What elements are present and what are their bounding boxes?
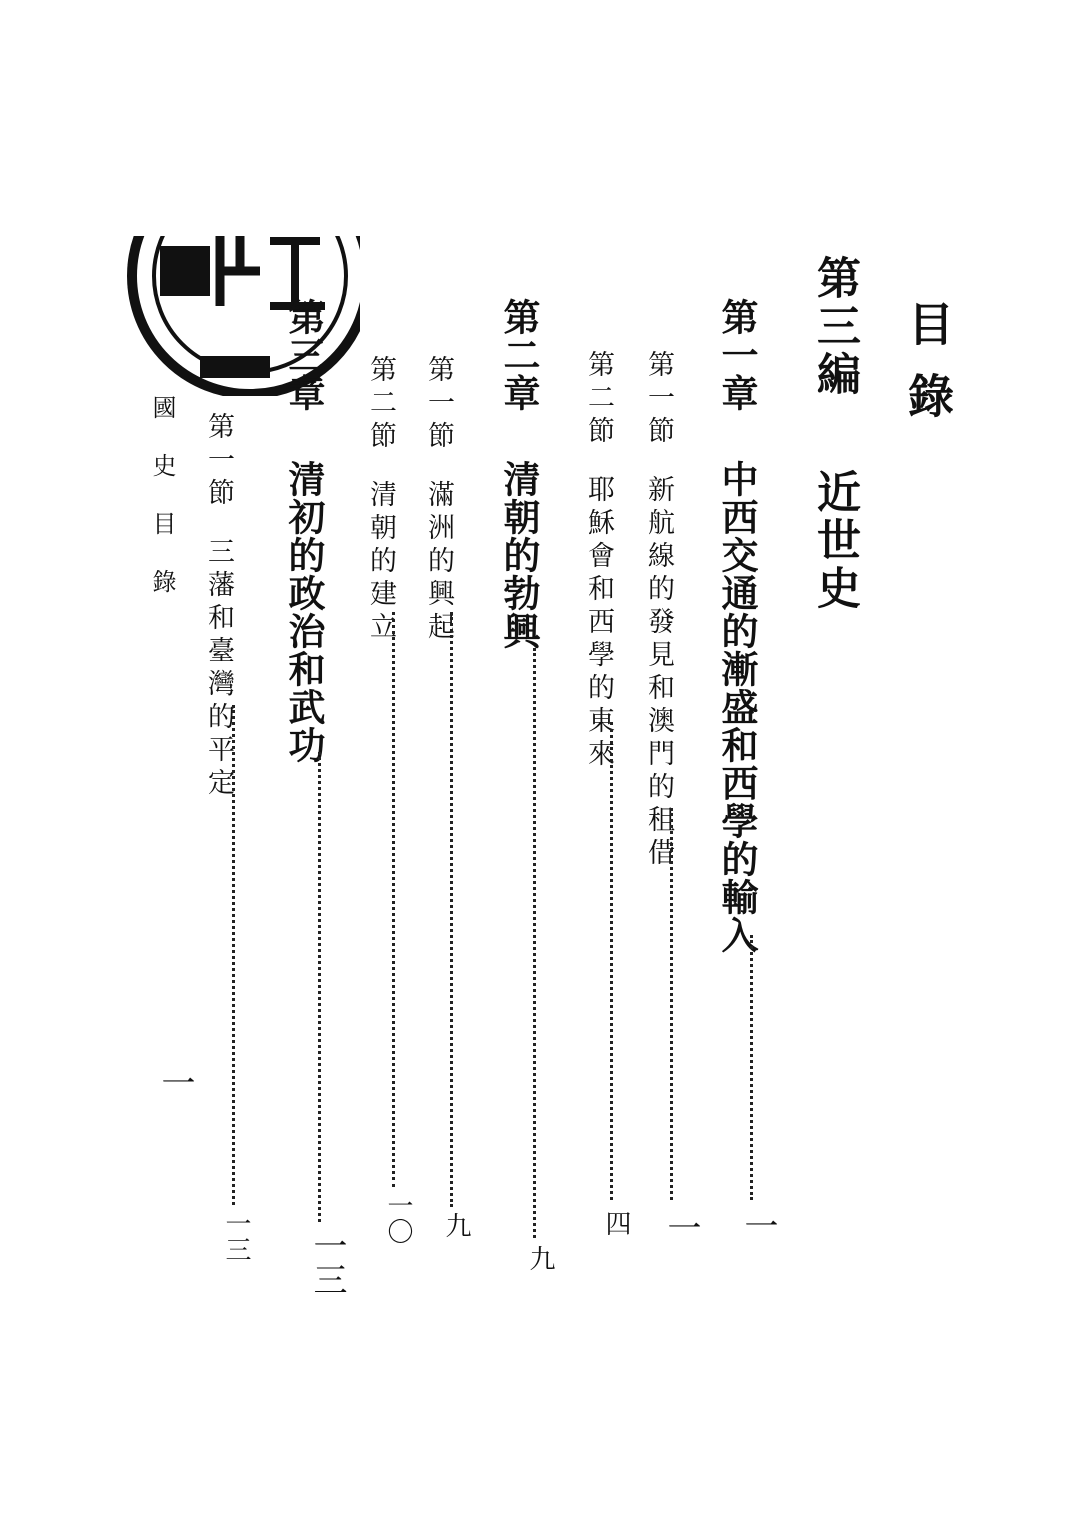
section-1-1-page: 一 [661, 1210, 701, 1244]
chapter-2-leader [533, 648, 536, 1238]
section-3-1-number: 第一節 [203, 412, 234, 511]
section-1-1-leader [670, 808, 673, 1200]
chapter-3-page: 一三 [307, 1228, 347, 1296]
chapter-2-number: 第二章 [497, 298, 541, 412]
chapter-1-leader [750, 935, 753, 1200]
chapter-3-leader [318, 752, 321, 1222]
section-3-1-leader [232, 705, 235, 1205]
section-3-1-entry [205, 412, 232, 801]
toc-title: 目錄 [901, 300, 955, 444]
chapter-2-entry [497, 298, 541, 650]
section-1-2-page: 四 [601, 1210, 631, 1236]
section-2-1-number: 第一節 [423, 355, 454, 454]
section-2-2-leader [392, 612, 395, 1187]
chapter-1-number: 第一章 [715, 298, 759, 412]
chapter-1-page: 一 [738, 1208, 778, 1242]
chapter-2-title: 清朝的勃興 [497, 460, 541, 650]
section-2-1-page: 九 [441, 1212, 471, 1238]
part-number: 第三編 [809, 255, 860, 399]
section-1-1-title: 新航線的發見和澳門的租借 [643, 475, 674, 871]
section-1-2-entry [585, 350, 612, 772]
section-1-1-entry [645, 350, 672, 871]
section-1-2-leader [610, 722, 613, 1200]
running-head: 國史目錄 [148, 395, 176, 627]
chapter-2-page: 九 [525, 1245, 555, 1271]
section-3-1-page: 一三 [221, 1210, 251, 1262]
chapter-3-title: 清初的政治和武功 [282, 460, 326, 764]
page-number: 一 [155, 1065, 195, 1099]
section-2-1-entry [425, 355, 452, 645]
chapter-1-title: 中西交通的漸盛和西學的輸入 [715, 460, 759, 954]
section-3-1-title: 三藩和臺灣的平定 [203, 537, 234, 801]
section-2-2-page: 一〇 [383, 1192, 413, 1244]
section-2-1-leader [450, 612, 453, 1207]
part-heading [809, 255, 860, 613]
section-1-2-number: 第二節 [583, 350, 614, 449]
section-2-2-title: 清朝的建立 [365, 480, 396, 645]
part-name: 近世史 [809, 469, 860, 613]
section-1-2-title: 耶穌會和西學的東來 [583, 475, 614, 772]
section-2-1-title: 滿洲的興起 [423, 480, 454, 645]
section-2-2-number: 第二節 [365, 355, 396, 454]
chapter-3-number: 第三章 [282, 298, 326, 412]
chapter-1-entry [715, 298, 759, 954]
section-2-2-entry [367, 355, 394, 645]
section-1-1-number: 第一節 [643, 350, 674, 449]
chapter-3-entry [282, 298, 326, 764]
